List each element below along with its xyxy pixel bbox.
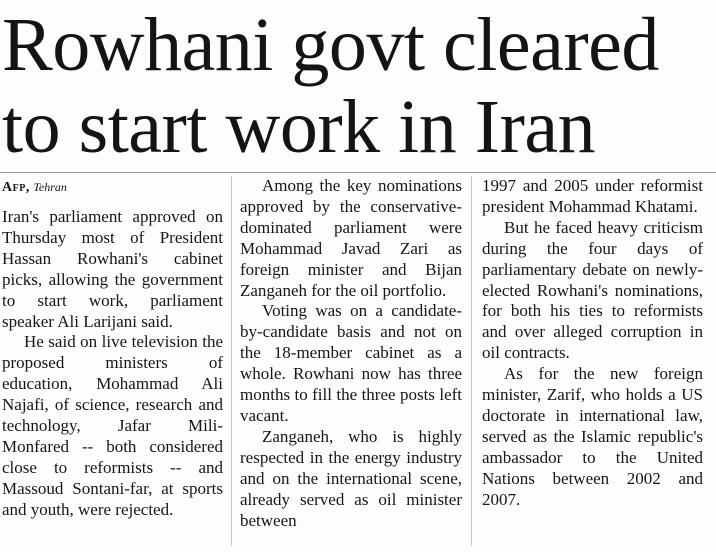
paragraph: Iran's parliament approved on Thursday most of President Hassan Rowhani's cabinet picks, allowing the government to start work, parliament speaker Ali Larijani said. bbox=[2, 207, 223, 331]
paragraph: Zanganeh, who is highly respected in the energy industry and on the international scene, already served as oil minister between bbox=[240, 426, 462, 530]
article-column-1 bbox=[2, 176, 223, 548]
headline bbox=[2, 4, 714, 168]
paragraph: He said on live television the proposed ministers of education, Mohammad Ali Najafi, of science, research and technology, Jafar Mili-Monfared -- both considered close to reformists -- and Massoud Sontani-far, at sports and youth, were rejected. bbox=[2, 332, 223, 519]
article-column-3 bbox=[482, 176, 703, 548]
paragraph: Among the key nominations approved by the conservative-dominated parliament were Mohammad Javad Zari as foreign minister and Bijan Zanganeh for the oil portfolio. bbox=[240, 176, 462, 300]
paragraph: But he faced heavy criticism during the four days of parliamentary debate on newly-elected Rowhani's nominations, for both his ties to reformists and over alleged corruption in oil contracts. bbox=[482, 217, 703, 363]
paragraph: As for the new foreign minister, Zarif, who holds a US doctorate in international law, served as the Islamic republic's ambassador to the United Nations between 2002 and 2007. bbox=[482, 364, 703, 509]
byline bbox=[2, 176, 223, 199]
article-column-2 bbox=[240, 176, 462, 548]
paragraph: Voting was on a candidate-by-candidate basis and not on the 18-member cabinet as a whole. Rowhani now has three months to fill the three posts left vacant. bbox=[240, 301, 462, 425]
headline-line-1: Rowhani govt cleared bbox=[2, 3, 659, 87]
column-divider bbox=[471, 176, 472, 546]
paragraph: 1997 and 2005 under reformist president Mohammad Khatami. bbox=[482, 176, 703, 216]
byline-agency: Afp, bbox=[2, 180, 30, 195]
byline-city: Tehran bbox=[33, 180, 67, 194]
headline-rule bbox=[0, 172, 716, 173]
column-divider bbox=[231, 176, 232, 546]
headline-line-2: to start work in Iran bbox=[2, 85, 596, 169]
